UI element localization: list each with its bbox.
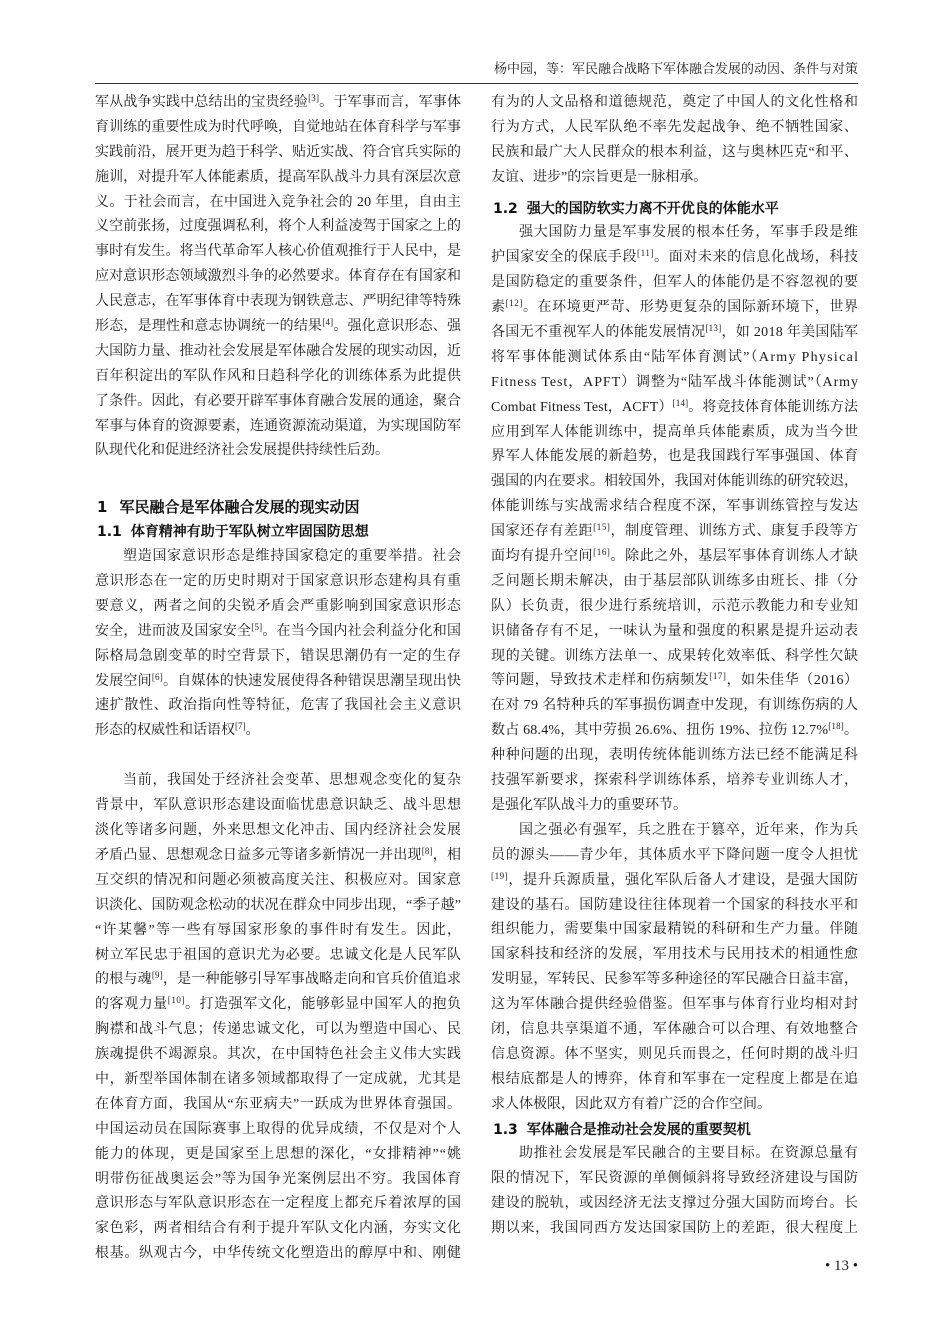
text-line	[491, 91, 858, 116]
line-text: 员的源头——青少年，其体质水平下降问题一度令人担忧	[491, 847, 859, 863]
section-number: 1	[97, 498, 108, 517]
right-column	[491, 91, 858, 1242]
text-line	[491, 321, 858, 346]
text-line	[95, 794, 461, 819]
line-text: Combat Fitness Test，ACFT）[14]。将竞技体育体能训练方法	[491, 397, 859, 415]
line-text: 各国无不重视军人的体能发展情况[13]，如 2018 年美国陆军	[491, 323, 859, 341]
line-text: 组织能力，需要集中国家最精锐的科研和生产力量。伴随	[491, 922, 859, 938]
citation-mark: [6]	[151, 671, 163, 682]
citation-mark: [14]	[672, 397, 689, 408]
line-text: 限的情况下，军民资源的单侧倾斜将导致经济建设与国防	[491, 1171, 859, 1187]
text-line	[95, 1093, 461, 1118]
text-line	[491, 1068, 858, 1093]
line-text: 素[12]。在环境更严苛、形势更复杂的国际新环境下，世界	[491, 298, 859, 316]
text-line	[491, 1217, 858, 1242]
line-text: 信息资源。体不坚实，则见兵而畏之，任何时期的战斗归	[491, 1046, 859, 1062]
line-text: 友谊、进步”的宗旨更是一脉相承。	[491, 169, 708, 185]
text-line	[491, 1093, 858, 1118]
text-line	[95, 1217, 461, 1242]
text-line	[95, 390, 461, 415]
line-text: 树立军民忠于祖国的意识尤为必要。忠诚文化是人民军队	[95, 947, 462, 963]
line-text: 应用到军人体能训练中，提高单兵体能素质，成为当今世	[491, 424, 859, 440]
citation-mark: [9]	[151, 970, 163, 981]
text-line	[491, 1043, 858, 1068]
text-line	[95, 620, 461, 645]
line-text: 在体育方面，我国从“东亚病夫”一跃成为世界体育强国。	[95, 1096, 462, 1112]
text-line	[491, 570, 858, 595]
line-text: 国之强必有强军，兵之胜在于篡卒，近年来，作为兵	[519, 822, 859, 838]
line-text: 国家科技和经济的发展，军用技术与民用技术的相通性愈	[491, 947, 859, 963]
line-text: 建设的脱轨，或因经济无法支撑过分强大国防而垮台。长	[491, 1196, 859, 1212]
citation-mark: [15]	[593, 522, 611, 533]
text-line	[95, 993, 461, 1018]
text-line	[95, 315, 461, 340]
line-text: 事时有发生。将当代革命军人核心价值观推行于人民中，是	[95, 244, 462, 260]
line-text: 建设的基石。国防建设往往体现着一个国家的科技水平和	[491, 897, 859, 913]
line-text: 种种问题的出现，表明传统体能训练方法已经不能满足科	[491, 748, 859, 764]
text-line	[491, 396, 858, 421]
paragraph	[95, 91, 461, 464]
line-text: 国家还存有差距[15]，制度管理、训练方式、康复手段等方	[491, 522, 859, 540]
text-line	[491, 620, 858, 645]
text-line	[95, 141, 461, 166]
line-text: 是国防稳定的重要条件，但军人的体能仍是不容忽视的要	[491, 275, 859, 291]
line-text: 军从战争实践中总结出的宝贵经验[3]。于军事而言，军事体	[95, 93, 462, 110]
line-text: 体能训练与实战需求结合程度不深，军事训练管控与发达	[491, 499, 859, 515]
line-text: 矛盾凸显、思想观念日益多元等诸多新情况一并出现[8]，相	[95, 845, 462, 863]
text-line	[491, 296, 858, 321]
text-line	[491, 470, 858, 495]
text-line	[95, 1118, 461, 1143]
line-text: 识储备存有不足，一味认为量和强度的积累是提升运动表	[491, 623, 859, 639]
text-line	[95, 595, 461, 620]
line-text: 形态，是理性和意志协调统一的结果[4]。强化意识形态、强	[95, 317, 462, 335]
line-text: 义空前张扬，过度强调私利，将个人利益凌驾于国家之上的	[95, 219, 462, 235]
citation-mark: [17]	[709, 671, 727, 682]
text-line	[95, 968, 461, 993]
text-line	[95, 166, 461, 191]
text-line	[95, 240, 461, 265]
text-line	[95, 819, 461, 844]
line-text: 意识形态在一定的历史时期对于国家意识形态建构具有重	[95, 574, 462, 590]
line-text: 大国防力量、推动社会发展是军体融合发展的现实动因，近	[95, 343, 462, 359]
citation-mark: [10]	[167, 995, 185, 1006]
line-text: 的客观力量[10]。打造强军文化，能够彰显中国军人的抱负	[95, 995, 462, 1013]
line-text: 实践前沿，展开更为趋于科学、贴近实战、符合官兵实际的	[95, 144, 462, 160]
section-number: 1.2	[493, 200, 518, 217]
section-heading	[491, 1118, 858, 1143]
text-line	[491, 694, 858, 719]
text-line	[95, 365, 461, 390]
text-line	[95, 894, 461, 919]
text-line	[491, 595, 858, 620]
line-text: 技强军新要求，探索科学训练体系，培养专业训练人才，	[491, 773, 859, 789]
line-text: 乏问题长期未解决，由于基层部队训练多由班长、排（分	[491, 573, 859, 589]
line-text: 的根与魂[9]，是一种能够引导军事战略走向和官兵价值追求	[95, 970, 462, 988]
text-line	[491, 421, 858, 446]
text-line	[491, 993, 858, 1018]
line-text: 百年积淀出的军队作风和日趋科学化的训练体系为此提供	[95, 368, 462, 384]
text-line	[491, 968, 858, 993]
paragraph	[95, 545, 461, 744]
text-line	[491, 1142, 858, 1167]
text-line	[491, 141, 858, 166]
line-text: 安全，进而波及国家安全[5]。在当今国内社会利益分化和国	[95, 621, 462, 639]
line-text: 明带伤征战奥运会”等为国争光案例层出不穷。我国体育	[95, 1171, 462, 1187]
line-text: 施训，对提升军人体能素质，提高军队战斗力具有深层次意	[95, 169, 462, 185]
line-text: 人民意志，在军事体育中表现为钢铁意志、严明纪律等特殊	[95, 294, 462, 310]
line-text: 当前，我国处于经济社会变革、思想观念变化的复杂	[123, 773, 462, 789]
line-text: 应对意识形态领域激烈斗争的必然要求。体育存在有国家和	[95, 269, 462, 285]
text-line	[491, 371, 858, 396]
text-line	[95, 694, 461, 719]
line-text: 强国的内在要求。相较国外，我国对体能训练的研究较迟，	[491, 474, 859, 490]
text-line	[95, 116, 461, 141]
citation-mark: [4]	[322, 317, 334, 328]
text-line	[491, 221, 858, 246]
line-text: 护国家安全的保底手段[11]。面对未来的信息化战场，科技	[491, 248, 859, 266]
line-text: 发明显，军转民、民参军等多种途径的军民融合日益丰富，	[491, 972, 859, 988]
text-line	[491, 645, 858, 670]
line-text: 了条件。因此，有必要开辟军事体育融合发展的通途，聚合	[95, 393, 462, 409]
text-line	[95, 919, 461, 944]
text-line	[491, 445, 858, 470]
line-text: 意识形态与军队意识形态在一定程度上都充斥着浓厚的国	[95, 1196, 462, 1212]
text-line	[491, 794, 858, 819]
line-text: 有为的人文品格和道德规范，奠定了中国人的文化性格和	[491, 95, 859, 110]
text-line	[491, 346, 858, 371]
text-line	[95, 91, 461, 116]
line-text: 淡化等诸多问题，外来思想文化冲击、国内经济社会发展	[95, 823, 462, 839]
line-text: 要意义，两者之间的尖锐矛盾会严重影响到国家意识形态	[95, 598, 462, 614]
left-column	[95, 91, 461, 1267]
line-text: 义。于社会而言，在中国进入竞争社会的 20 年里，自由主	[95, 194, 462, 210]
header-rule	[95, 83, 858, 84]
citation-mark: [16]	[593, 547, 611, 558]
text-line	[95, 1192, 461, 1217]
citation-mark: [12]	[505, 298, 523, 309]
section-title: 强大的国防软实力离不开优良的体能水平	[526, 200, 779, 217]
line-text: 际格局急剧变革的时空背景下，错误思潮仍有一定的生存	[95, 648, 462, 664]
line-text: 现的关键。训练方法单一、成果转化效率低、科学性欠缺	[491, 648, 859, 664]
text-line	[491, 819, 858, 844]
line-text: 家色彩，两者相结合有利于提升军队文化内涵，夯实文化	[95, 1221, 462, 1237]
text-line	[491, 918, 858, 943]
line-text: Fitness Test，APFT）调整为“陆军战斗体能测试”（Army	[491, 374, 859, 390]
line-text: 能力的体现，更是国家至上思想的深化，“女排精神”“姚	[95, 1146, 463, 1162]
line-text: 在对 79 名特种兵的军事损伤调查中发现，有训练伤病的人	[491, 698, 859, 714]
line-text: 中国运动员在国际赛事上取得的优异成绩，不仅是对个人	[95, 1121, 462, 1137]
line-text: 族魂提供不竭源泉。其次，在中国特色社会主义伟大实践	[95, 1047, 462, 1063]
text-line	[95, 1018, 461, 1043]
text-line	[95, 1168, 461, 1193]
section-title: 军民融合是军体融合发展的现实动因	[119, 498, 360, 517]
line-text: 互交织的情况和问题必须被高度关注、积极应对。国家意	[95, 872, 462, 888]
text-line	[491, 520, 858, 545]
citation-mark: [8]	[421, 845, 433, 856]
citation-mark: [18]	[828, 721, 844, 732]
line-text: 中，新型举国体制在诸多领域都取得了一定成就，尤其是	[95, 1071, 462, 1087]
section-title: 军体融合是推动社会发展的重要契机	[526, 1121, 751, 1138]
line-text: 面均有提升空间[16]。除此之外，基层军事体育训练人才缺	[491, 547, 859, 565]
text-line	[95, 844, 461, 869]
text-line	[95, 191, 461, 216]
text-line	[95, 1068, 461, 1093]
citation-mark: [19]	[491, 870, 509, 881]
text-line	[491, 669, 858, 694]
line-text: 队）长负责，很少进行系统培训，示范示教能力和专业知	[491, 598, 859, 614]
section-heading	[95, 520, 461, 545]
line-text: 求人体极限，因此双方有着广泛的合作空间。	[491, 1096, 771, 1112]
text-line	[95, 944, 461, 969]
line-text: 民族和最广大人民群众的根本利益，这与奥林匹克“和平、	[491, 144, 859, 160]
text-line	[491, 894, 858, 919]
line-text: 行为方式，人民军队绝不率先发起战争、绝不牺牲国家、	[491, 119, 859, 135]
line-text: 助推社会发展是军民融合的主要目标。在资源总量有	[519, 1146, 859, 1162]
text-line	[95, 340, 461, 365]
line-text: 塑造国家意识形态是维持国家稳定的重要举措。社会	[123, 549, 462, 565]
text-line	[491, 1167, 858, 1192]
line-text: 这为军体融合提供经验借鉴。但军事与体育行业均相对封	[491, 997, 859, 1013]
text-line	[95, 719, 461, 744]
paragraph	[491, 221, 858, 818]
text-line	[95, 265, 461, 290]
text-line	[95, 415, 461, 440]
section-number: 1.1	[97, 524, 122, 541]
text-line	[491, 545, 858, 570]
line-text: 育训练的重要性成为时代呼唤，自觉地站在体育科学与军事	[95, 119, 462, 135]
line-text: 将军事体能测试体系由“陆军体育测试”（Army Physical	[491, 349, 860, 365]
text-line	[95, 645, 461, 670]
text-line	[95, 545, 461, 570]
text-line	[95, 1242, 461, 1267]
line-text: 根结底都是人的博弈，体育和军事在一定程度上都是在追	[491, 1071, 859, 1087]
text-line	[491, 769, 858, 794]
text-line	[95, 290, 461, 315]
text-line	[95, 769, 461, 794]
text-line	[491, 1192, 858, 1217]
line-text: 形态的权威性和话语权[7]。	[95, 721, 260, 739]
citation-mark: [11]	[637, 248, 655, 259]
paragraph	[491, 819, 858, 1118]
line-text: 队现代化和促进经济社会发展提供持续性后劲。	[95, 443, 389, 459]
section-heading	[95, 495, 461, 520]
text-line	[95, 215, 461, 240]
line-text: 界军人体能发展的新趋势，也是我国践行军事强国、体育	[491, 449, 859, 465]
text-line	[491, 1018, 858, 1043]
citation-mark: [13]	[705, 323, 722, 334]
citation-mark: [7]	[235, 721, 246, 732]
text-line	[491, 271, 858, 296]
running-header: 杨中园，等：军民融合战略下军体融合发展的动因、条件与对策	[493, 61, 858, 76]
line-text: 是强化军队战斗力的重要环节。	[491, 797, 687, 813]
section-title: 体育精神有助于军队树立牢固国防思想	[130, 524, 369, 541]
line-text: 强大国防力量是军事发展的根本任务，军事手段是维	[519, 225, 859, 241]
paragraph	[491, 1142, 858, 1242]
text-line	[491, 744, 858, 769]
citation-mark: [3]	[308, 93, 320, 103]
line-text: 胸襟和战斗气息；传递忠诚文化，可以为塑造中国心、民	[95, 1022, 462, 1038]
text-line	[491, 495, 858, 520]
text-line	[95, 570, 461, 595]
line-text: 背景中，军队意识形态建设面临忧患意识缺乏、战斗思想	[95, 798, 462, 814]
line-text: 发展空间[6]。自媒体的快速发展使得各种错误思潮呈现出快	[95, 671, 462, 689]
text-line	[491, 719, 858, 744]
text-line	[95, 670, 461, 695]
text-line	[491, 844, 858, 869]
paragraph	[491, 91, 858, 191]
line-text: 闭，信息共享渠道不通，军体融合可以合理、有效地整合	[491, 1021, 859, 1037]
text-line	[95, 1043, 461, 1068]
text-line	[491, 869, 858, 894]
text-line	[95, 1143, 461, 1168]
text-line	[491, 116, 858, 141]
line-text: “许某馨”等一些有辱国家形象的事件时有发生。因此，	[95, 922, 463, 938]
line-text: 数占 68.4%，其中劳损 26.6%、扭伤 19%、拉伤 12.7%[18]。	[491, 721, 859, 739]
line-text: [19]，提升兵源质量，强化军队后备人才建设，是强大国防	[491, 870, 859, 888]
text-line	[491, 166, 858, 191]
paragraph	[95, 769, 461, 1267]
text-line	[95, 869, 461, 894]
section-heading	[491, 197, 858, 222]
line-text: 期以来，我国同西方发达国家国防上的差距，很大程度上	[491, 1221, 859, 1237]
line-text: 根基。纵观古今，中华传统文化塑造出的醇厚中和、刚健	[95, 1246, 462, 1262]
section-number: 1.3	[493, 1121, 518, 1138]
text-line	[491, 246, 858, 271]
line-text: 军事与体育的资源要素，连通资源流动渠道，为实现国防军	[95, 418, 462, 434]
citation-mark: [5]	[251, 621, 263, 632]
page-number: • 13 •	[824, 1258, 858, 1274]
text-line	[491, 943, 858, 968]
line-text: 速扩散性、政治指向性等特征，危害了我国社会主义意识	[95, 698, 462, 714]
line-text: 识淡化、国防观念松动的状况在群众中同步出现，“季子越”	[95, 897, 462, 913]
text-line	[95, 439, 461, 464]
line-text: 等问题，导致技术走样和伤病频发[17]，如朱佳华（2016）	[491, 671, 859, 689]
